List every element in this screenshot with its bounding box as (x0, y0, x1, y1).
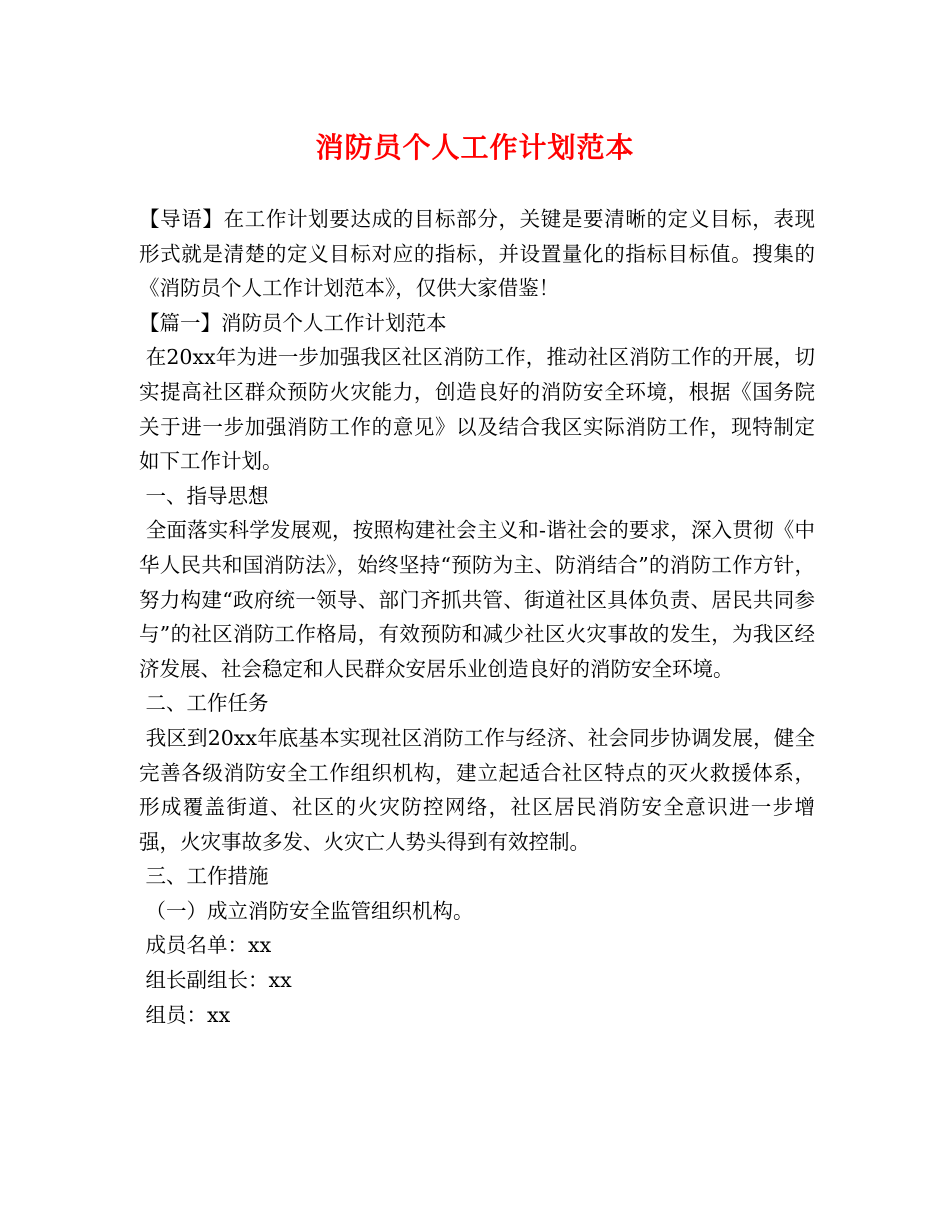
leader-line: 组长副组长：xx (139, 968, 292, 993)
intro-paragraph: 【导语】在工作计划要达成的目标部分，关键是要清晰的定义目标，表现形式就是清楚的定义目标对应的指标，并设置量化的指标目标值。搜集的《消防员个人工作计划范本》，仅供大家借鉴！ (139, 207, 815, 301)
section-heading-tasks: 二、工作任务 (139, 691, 269, 716)
document-body (139, 202, 815, 1032)
tasks-paragraph: 我区到20xx年底基本实现社区消防工作与经济、社会同步协调发展，健全完善各级消防安全工作组织机构，建立起适合社区特点的灭火救援体系，形成覆盖街道、社区的火灾防控网络，社区居民消防安全意识进一步增强，火灾事故多发、火灾亡人势头得到有效控制。 (139, 725, 815, 854)
member-list-line: 成员名单：xx (139, 933, 272, 958)
chapter-heading: 【篇一】消防员个人工作计划范本 (139, 310, 447, 335)
opening-paragraph: 在20xx年为进一步加强我区社区消防工作，推动社区消防工作的开展，切实提高社区群众预防火灾能力，创造良好的消防安全环境，根据《国务院关于进一步加强消防工作的意见》以及结合我区实际消防工作，现特制定如下工作计划。 (139, 345, 815, 474)
document-title: 消防员个人工作计划范本 (315, 131, 635, 164)
members-line: 组员：xx (139, 1002, 231, 1027)
section-heading-measures: 三、工作措施 (139, 864, 269, 889)
guiding-thought-paragraph: 全面落实科学发展观，按照构建社会主义和-谐社会的要求，深入贯彻《中华人民共和国消防法》，始终坚持“预防为主、防消结合”的消防工作方针，努力构建“政府统一领导、部门齐抓共管、街道社区具体负责、居民共同参与”的社区消防工作格局，有效预防和减少社区火灾事故的发生，为我区经济发展、社会稳定和人民群众安居乐业创造良好的消防安全环境。 (139, 518, 815, 681)
section-heading-guiding-thought: 一、指导思想 (139, 483, 269, 508)
measure-item-1: （一）成立消防安全监管组织机构。 (139, 898, 474, 923)
